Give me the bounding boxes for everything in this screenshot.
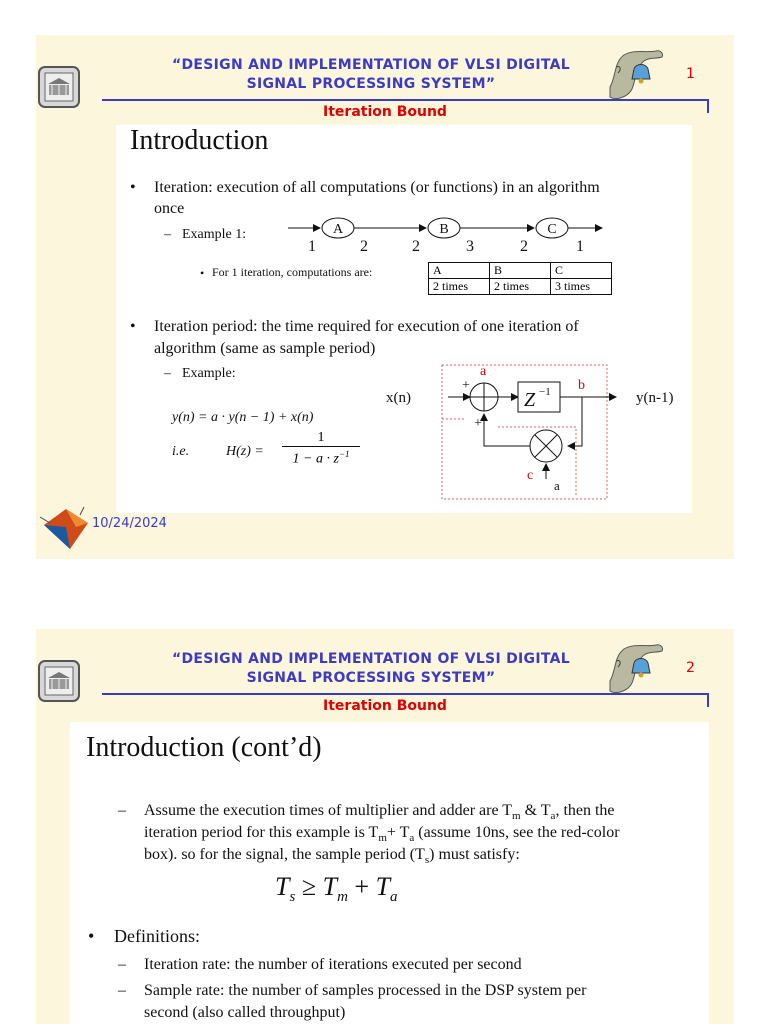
text-run: Assume the execution times of multiplier and adder are T [144,802,513,819]
bullet-iteration-line1: Iteration: execution of all computations (or functions) in an algorithm [154,179,600,196]
dfg-exec-time: 2 [360,238,368,255]
feedback-wire [484,414,530,446]
output-label: y(n-1) [636,390,674,406]
slide-subtitle: Iteration Bound [323,104,447,120]
sub-bullet-marker: • [200,266,205,280]
formula-subscript: s [289,889,296,906]
subscript: a [409,832,415,845]
table-row [429,279,612,295]
formula-symbol: T [322,872,338,901]
slide-date: 10/24/2024 [92,516,167,531]
slide-subtitle: Iteration Bound [323,698,447,714]
header-line-2: SIGNAL PROCESSING SYSTEM” [246,76,496,92]
subscript: a [550,810,556,823]
dash-marker: – [118,982,126,999]
header-line-2: SIGNAL PROCESSING SYSTEM” [246,670,496,686]
dash-marker: – [164,227,171,242]
multiplier-coefficient: a [554,478,560,493]
formula-operator: ≥ [301,872,317,901]
dfg-node-label: B [439,222,449,237]
iir-filter-block-diagram [386,357,696,502]
definition-sample-rate-line1: Sample rate: the number of samples processed in the DSP system per [144,982,587,999]
text-run: (assume 10ns, see the red-color [414,824,620,841]
slide-header [121,56,621,94]
dfg-exec-time: 1 [576,238,584,255]
text-run: , then the [555,802,615,819]
subscript: s [424,854,430,867]
example1-label: Example 1: [182,227,247,242]
page-number: 1 [686,66,695,82]
paragraph-line-3 [144,844,520,871]
ie-label: i.e. [172,444,190,459]
dfg-exec-time: 2 [520,238,528,255]
header-divider [102,99,708,101]
dfg-exec-time: 1 [308,238,316,255]
ornamental-bell-icon [606,641,666,699]
formula-subscript: a [390,889,398,906]
header-line-1: “DESIGN AND IMPLEMENTATION OF VLSI DIGITAL [172,57,570,73]
transfer-function-denominator [282,449,360,468]
dash-marker: – [118,802,126,819]
bullet-iteration-line2: once [154,200,185,217]
node-label-b: b [578,378,585,393]
transfer-function-numerator: 1 [282,430,360,447]
sample-period-inequality [275,872,398,906]
difference-equation: y(n) = a · y(n − 1) + x(n) [172,410,314,425]
plus-sign: + [474,416,482,431]
table-cell: B [490,263,551,279]
dfg-exec-time: 3 [466,238,474,255]
formula-operator: + [354,872,370,901]
dfg-node-label: C [547,222,557,237]
slide-title: Introduction [130,125,269,156]
computation-count-table [428,262,612,295]
feedback-wire [568,397,582,446]
slide-header [121,650,621,688]
table-cell: 3 times [551,279,612,295]
bullet-period-line1: Iteration period: the time required for execution of one iteration of [154,318,579,335]
table-cell: 2 times [429,279,490,295]
subscript: m [378,832,387,845]
denominator-exponent: −1 [338,449,350,459]
table-cell: A [429,263,490,279]
matlab-logo-icon [36,497,96,557]
dash-marker: – [118,956,126,973]
delay-label: Z [524,389,536,411]
header-divider [102,693,708,695]
subscript: m [512,810,521,823]
text-run: & T [520,802,551,819]
formula-symbol: T [375,872,391,901]
text-run: ) must satisfy: [429,846,520,863]
text-run: + T [386,824,410,841]
table-cell: 2 times [490,279,551,295]
bullet-period-line2: algorithm (same as sample period) [154,340,376,357]
slide-content [70,722,709,1024]
input-label: x(n) [386,390,411,406]
definitions-heading: Definitions: [114,926,200,946]
node-label-a: a [480,364,487,379]
dataflow-graph [286,215,606,255]
transfer-function-lhs: H(z) = [226,444,264,459]
dfg-node-label: A [332,222,344,237]
text-run: box). so for the signal, the sample period (T [144,846,425,863]
page-number: 2 [686,660,695,676]
dfg-exec-time: 2 [412,238,420,255]
table-cell: C [551,263,612,279]
slide-1 [36,35,734,559]
definition-iteration-rate: Iteration rate: the number of iterations executed per second [144,956,522,973]
node-label-c: c [527,468,534,483]
bullet-marker: • [130,318,136,335]
definition-sample-rate-line2: second (also called throughput) [144,1004,346,1021]
denominator-text: 1 − a · z [292,451,339,467]
formula-symbol: T [275,872,290,901]
dash-marker: – [164,366,171,381]
plus-sign: + [462,378,470,393]
example-label: Example: [182,366,236,381]
sub-bullet-computations: For 1 iteration, computations are: [212,265,373,279]
formula-subscript: m [337,889,348,906]
ornamental-bell-icon [606,47,666,105]
header-line-1: “DESIGN AND IMPLEMENTATION OF VLSI DIGITAL [172,651,570,667]
slide-2 [36,629,734,1024]
delay-exponent: −1 [539,386,551,398]
bullet-marker: • [88,926,95,946]
table-row [429,263,612,279]
slide-title: Introduction (cont’d) [86,732,322,763]
bullet-marker: • [130,179,136,196]
text-run: iteration period for this example is T [144,824,379,841]
slide-content [116,125,692,513]
